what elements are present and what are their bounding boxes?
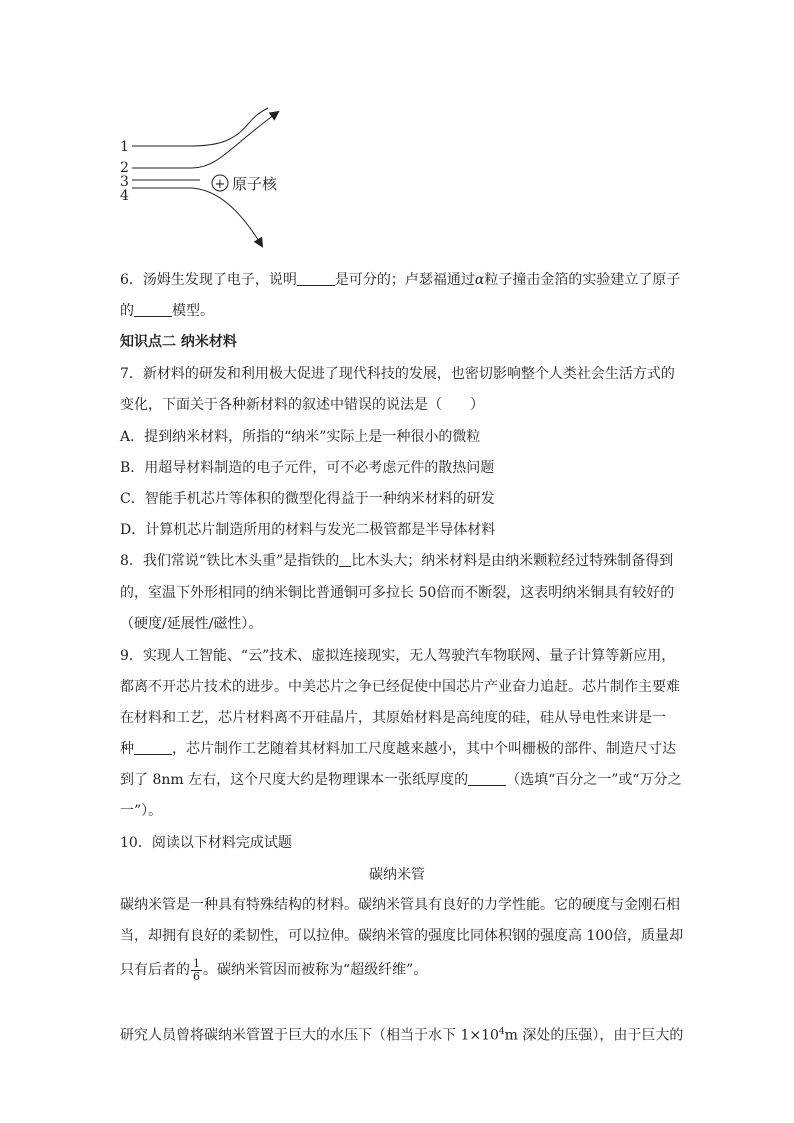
q10-p1-line1: 碳纳米管是一种具有特殊结构的材料。碳纳米管具有良好的力学性能。它的硬度与金刚石相 — [120, 897, 680, 913]
particle-path-4 — [132, 188, 262, 246]
q7-option-c[interactable]: C．智能手机芯片等体积的微型化得益于一种纳米材料的研发 — [120, 491, 495, 507]
q9-line5 — [120, 770, 682, 790]
q8-line2: 的，室温下外形相同的纳米铜比普通铜可多拉长 50倍而不断裂，这表明纳米铜具有较好的 — [120, 585, 675, 601]
q8-text-a: 8．我们常说“铁比木头重”是指铁的 — [120, 553, 340, 569]
q9-line4 — [120, 739, 676, 759]
path-label-3: 3 — [120, 174, 129, 190]
q7-option-b[interactable]: B．用超导材料制造的电子元件，可不必考虑元件的散热问题 — [120, 460, 495, 476]
section-heading: 知识点二 纳米材料 — [120, 334, 237, 350]
q9-line1: 9．实现人工智能、“云”技术、虚拟连接现实，无人驾驶汽车物联网、量子计算等新应用， — [120, 648, 676, 664]
q8-text-b: 比木头大；纳米材料是由纳米颗粒经过特殊制备得到 — [351, 553, 674, 569]
fraction-denominator: 6 — [193, 969, 200, 983]
q6-text-d: 的 — [120, 303, 134, 319]
q9-line3: 在材料和工艺，芯片材料离不开硅晶片，其原始材料是高纯度的硅，硅从导电性来讲是一 — [120, 710, 666, 726]
q10-p1-line2: 当，却拥有良好的柔韧性，可以拉伸。碳纳米管的强度比同体积钢的强度高 100倍，质量却 — [120, 928, 684, 944]
q7-option-a[interactable]: A．提到纳米材料，所指的“纳米”实际上是一种很小的微粒 — [120, 429, 481, 445]
q10-p2-line1 — [120, 1022, 683, 1046]
nucleus-plus: + — [214, 177, 226, 192]
q6-blank-2[interactable] — [134, 302, 172, 317]
q8-blank-1[interactable] — [339, 552, 351, 567]
path-label-1: 1 — [120, 139, 129, 155]
q8-line3: （硬度/延展性/磁性）。 — [120, 616, 263, 632]
q9-blank-2[interactable] — [468, 771, 506, 786]
q9-text-c: 到了 8nm 左右，这个尺度大约是物理课本一张纸厚度的 — [120, 772, 469, 788]
particle-path-2 — [132, 112, 278, 168]
particle-path-1 — [132, 124, 248, 146]
q6-text-e: 模型。 — [172, 303, 214, 319]
q10-text-d: m 深处的压强），由于巨大的 — [504, 1027, 684, 1044]
q9-blank-1[interactable] — [134, 740, 172, 755]
q10-text-b: 。碳纳米管因而被称为“超级纤维”。 — [203, 962, 428, 978]
q7-line2: 变化，下面关于各种新材料的叙述中错误的说法是（ ） — [120, 397, 484, 413]
fraction-numerator: 1 — [193, 956, 200, 970]
fraction-one-sixth — [191, 958, 202, 983]
q6-text-b: 是可分的；卢瑟福通过 — [334, 272, 475, 288]
q9-line6: 一”）。 — [120, 803, 163, 819]
q10-p1-line3 — [120, 955, 427, 985]
q10-text-a: 只有后者的 — [120, 962, 190, 978]
alpha-symbol: α — [474, 272, 485, 288]
q8-line1 — [120, 551, 673, 571]
q6-blank-1[interactable] — [297, 271, 335, 286]
q9-text-a: 种 — [120, 741, 134, 757]
q9-line2: 都离不开芯片技术的进步。中美芯片之争已经促使中国芯片产业奋力追赶。芯片制作主要难 — [120, 679, 680, 695]
q7-line1: 7．新材料的研发和利用极大促进了现代科技的发展，也密切影响整个人类社会生活方式的 — [120, 366, 675, 382]
exponent: 4 — [498, 1027, 505, 1037]
q6-line1 — [120, 270, 680, 290]
q9-text-b: ，芯片制作工艺随着其材料加工尺度越来越小，其中个叫栅极的部件、制造尺寸达 — [172, 741, 676, 757]
path-label-4: 4 — [120, 188, 129, 204]
path-label-2: 2 — [120, 160, 129, 176]
q10-text-c: 研究人员曾将碳纳米管置于巨大的水压下（相当于水下 1×10 — [120, 1027, 499, 1044]
q6-text-c: 粒子撞击金箔的实验建立了原子 — [484, 272, 681, 288]
q6-line2 — [120, 301, 214, 321]
nucleus-label: 原子核 — [232, 175, 278, 193]
q6-text-a: 6．汤姆生发现了电子，说明 — [120, 272, 297, 288]
q10-article-title: 碳纳米管 — [369, 867, 425, 883]
q10-intro: 10．阅读以下材料完成试题 — [120, 835, 292, 851]
q7-option-d[interactable]: D．计算机芯片制造所用的材料与发光二极管都是半导体材料 — [120, 522, 496, 538]
q9-text-d: （选填“百分之一”或“万分之 — [506, 772, 682, 788]
scattering-diagram — [110, 100, 310, 260]
